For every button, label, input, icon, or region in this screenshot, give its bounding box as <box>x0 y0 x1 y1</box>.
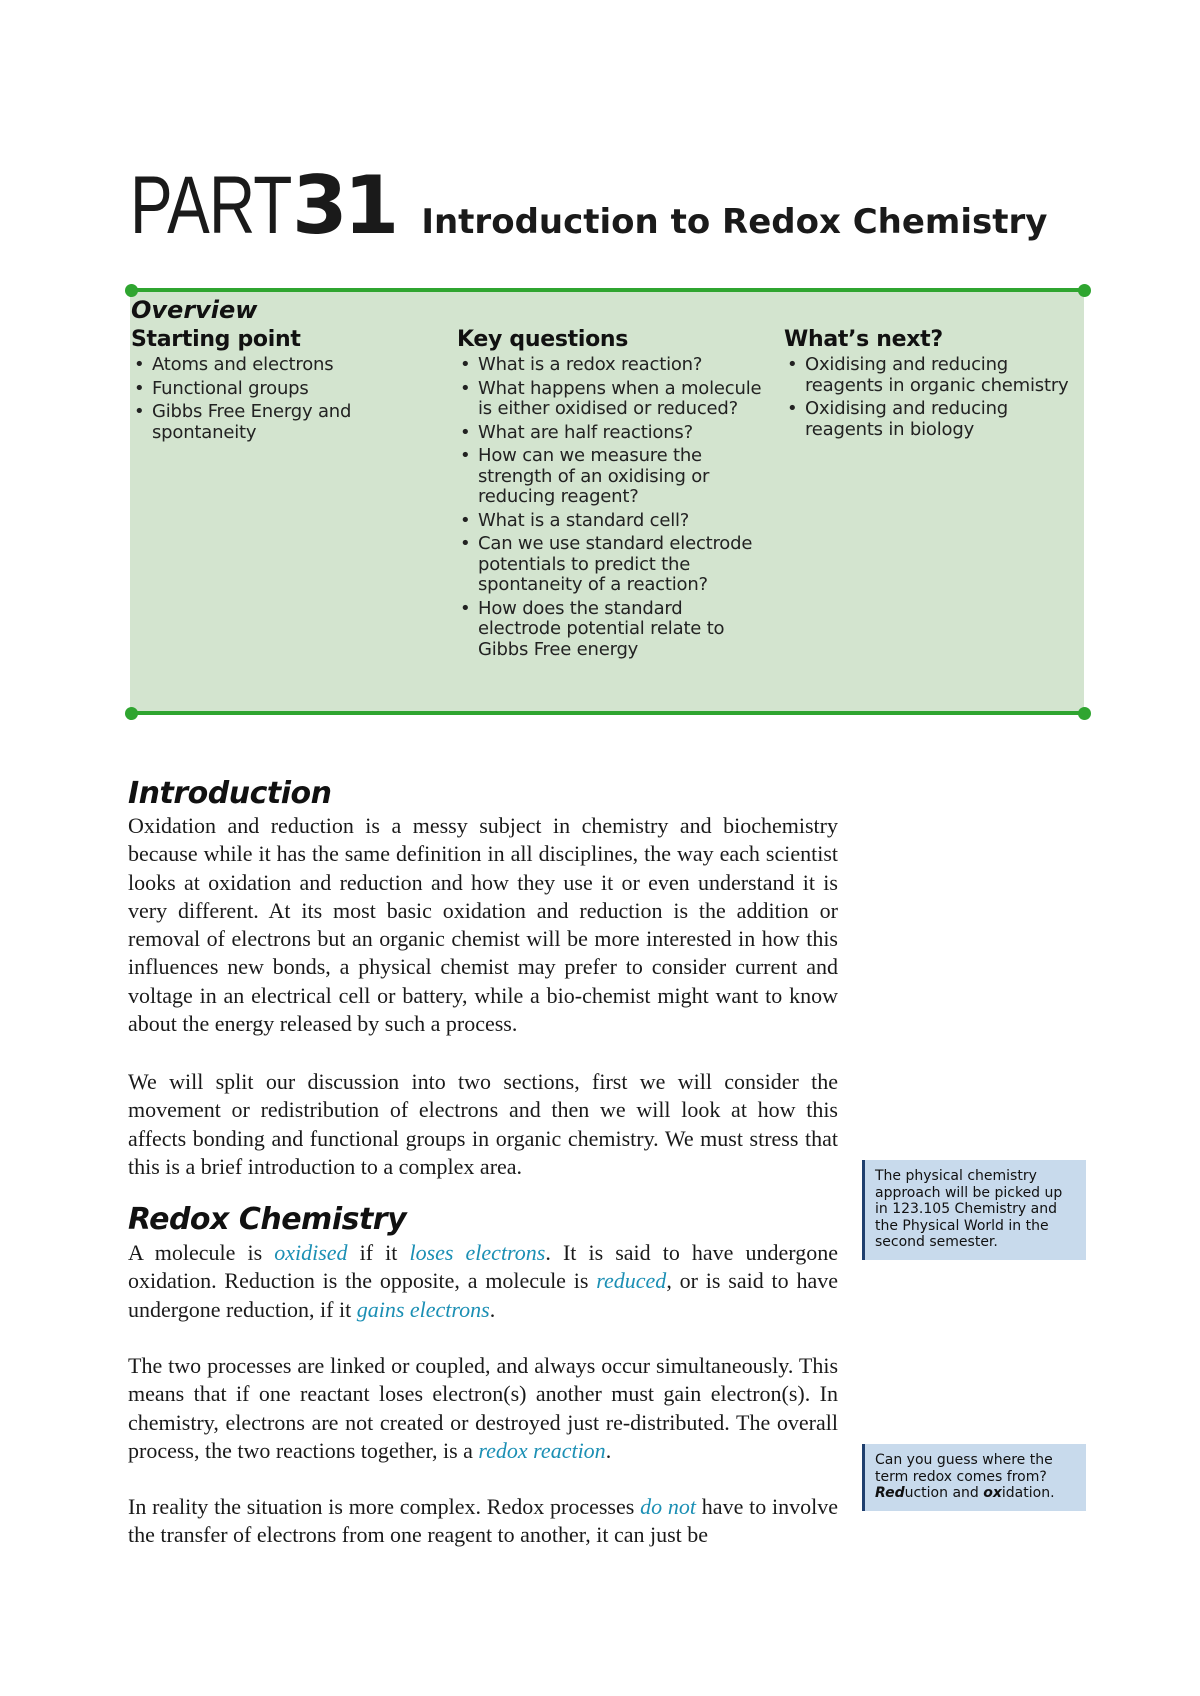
rule-dot <box>125 707 138 720</box>
text-run: The two processes are linked or coupled, and always occur simultaneously. This means that if one reactant loses electron(s) another must gain electron(s). In chemistry, electrons are not created or destroyed just re-distributed. The overall process, the two reactions together, is a <box>128 1353 838 1463</box>
whats-next-list <box>784 355 1084 440</box>
highlighted-term: gains electrons <box>356 1296 490 1322</box>
overview-bottom-rule <box>130 711 1084 715</box>
starting-point-list <box>131 355 431 443</box>
highlighted-term: oxidised <box>274 1240 348 1265</box>
rule-dot <box>1078 707 1091 720</box>
sidenote-redox-origin <box>862 1444 1086 1511</box>
emphasis: ox <box>983 1485 1002 1501</box>
list-item: • What are half reactions? <box>457 423 762 444</box>
list-item: • How does the standard electrode potential relate to Gibbs Free energy <box>457 599 762 661</box>
text-run: . <box>489 1296 496 1322</box>
text-run: . <box>605 1437 612 1463</box>
sidenote-physical-chemistry: The physical chemistry approach will be picked up in 123.105 Chemistry and the Physical World in the second semester. <box>862 1160 1086 1260</box>
part-number: 31 <box>292 159 396 252</box>
text-run: A molecule is <box>128 1240 275 1265</box>
list-item: • What is a standard cell? <box>457 511 762 532</box>
redox-paragraph <box>128 1352 838 1465</box>
emphasis: Red <box>875 1485 905 1501</box>
text-run: uction and <box>904 1485 984 1501</box>
overview-top-rule <box>130 288 1084 292</box>
rule-dot <box>1078 284 1091 297</box>
text-run: , or is said to have undergone reduction, if it <box>128 1268 838 1322</box>
highlighted-term: reduced <box>596 1268 667 1294</box>
redox-paragraph <box>128 1493 838 1550</box>
list-item: • Functional groups <box>131 379 431 400</box>
text-run: Can you guess where the term redox comes from? <box>875 1452 1053 1485</box>
text-run: . It is said to have undergone oxidation. Reduction is the opposite, a molecule is <box>128 1240 838 1294</box>
key-questions-heading: Key questions <box>457 327 629 352</box>
list-item: • What is a redox reaction? <box>457 355 762 376</box>
list-item: • Can we use standard electrode potentials to predict the spontaneity of a reaction? <box>457 534 762 596</box>
part-title-row <box>130 159 1048 252</box>
introduction-paragraph: We will split our discussion into two sections, first we will consider the movement or redistribution of electrons and then we will look at how this affects bonding and functional groups in organic chemistry. We must stress that this is a brief introduction to a complex area. <box>128 1069 838 1179</box>
page-title: Introduction to Redox Chemistry <box>421 202 1048 242</box>
text-run: have to involve the transfer of electrons from one reagent to another, it can just be <box>128 1494 838 1548</box>
redox-paragraph <box>128 1239 838 1324</box>
highlighted-term: redox reaction <box>478 1437 606 1463</box>
list-item: • Gibbs Free Energy and spontaneity <box>131 402 431 443</box>
list-item: • Oxidising and reducing reagents in organic chemistry <box>784 355 1084 396</box>
key-questions-list <box>457 355 762 660</box>
overview-heading: Overview <box>131 296 258 324</box>
part-label: PART <box>130 160 292 251</box>
text-run: if it <box>347 1240 410 1265</box>
redox-heading: Redox Chemistry <box>128 1202 407 1237</box>
list-item: • Atoms and electrons <box>131 355 431 376</box>
whats-next-column <box>784 327 1084 443</box>
whats-next-heading: What’s next? <box>784 327 943 352</box>
list-item: • What happens when a molecule is either oxidised or reduced? <box>457 379 762 420</box>
highlighted-term: do not <box>640 1494 697 1519</box>
list-item: • Oxidising and reducing reagents in biology <box>784 399 1084 440</box>
highlighted-term: loses electrons <box>409 1240 546 1265</box>
text-run: idation. <box>1001 1485 1055 1501</box>
introduction-heading: Introduction <box>128 776 332 811</box>
introduction-paragraph: Oxidation and reduction is a messy subject in chemistry and biochemistry because while it has the same definition in all disciplines, the way each scientist looks at oxidation and reduction and how they use it or even understand it is very different. At its most basic oxidation and reduction is the addition or removal of electrons but an organic chemist will be more interested in how this influences new bonds, a physical chemist may prefer to consider current and voltage in an electrical cell or battery, while a bio-chemist might want to know about the energy released by such a process. <box>128 813 838 1037</box>
list-item: • How can we measure the strength of an oxidising or reducing reagent? <box>457 446 762 508</box>
key-questions-column <box>457 327 762 663</box>
starting-point-column <box>131 327 431 446</box>
starting-point-heading: Starting point <box>131 327 301 352</box>
text-run: In reality the situation is more complex. Redox processes <box>128 1494 641 1519</box>
